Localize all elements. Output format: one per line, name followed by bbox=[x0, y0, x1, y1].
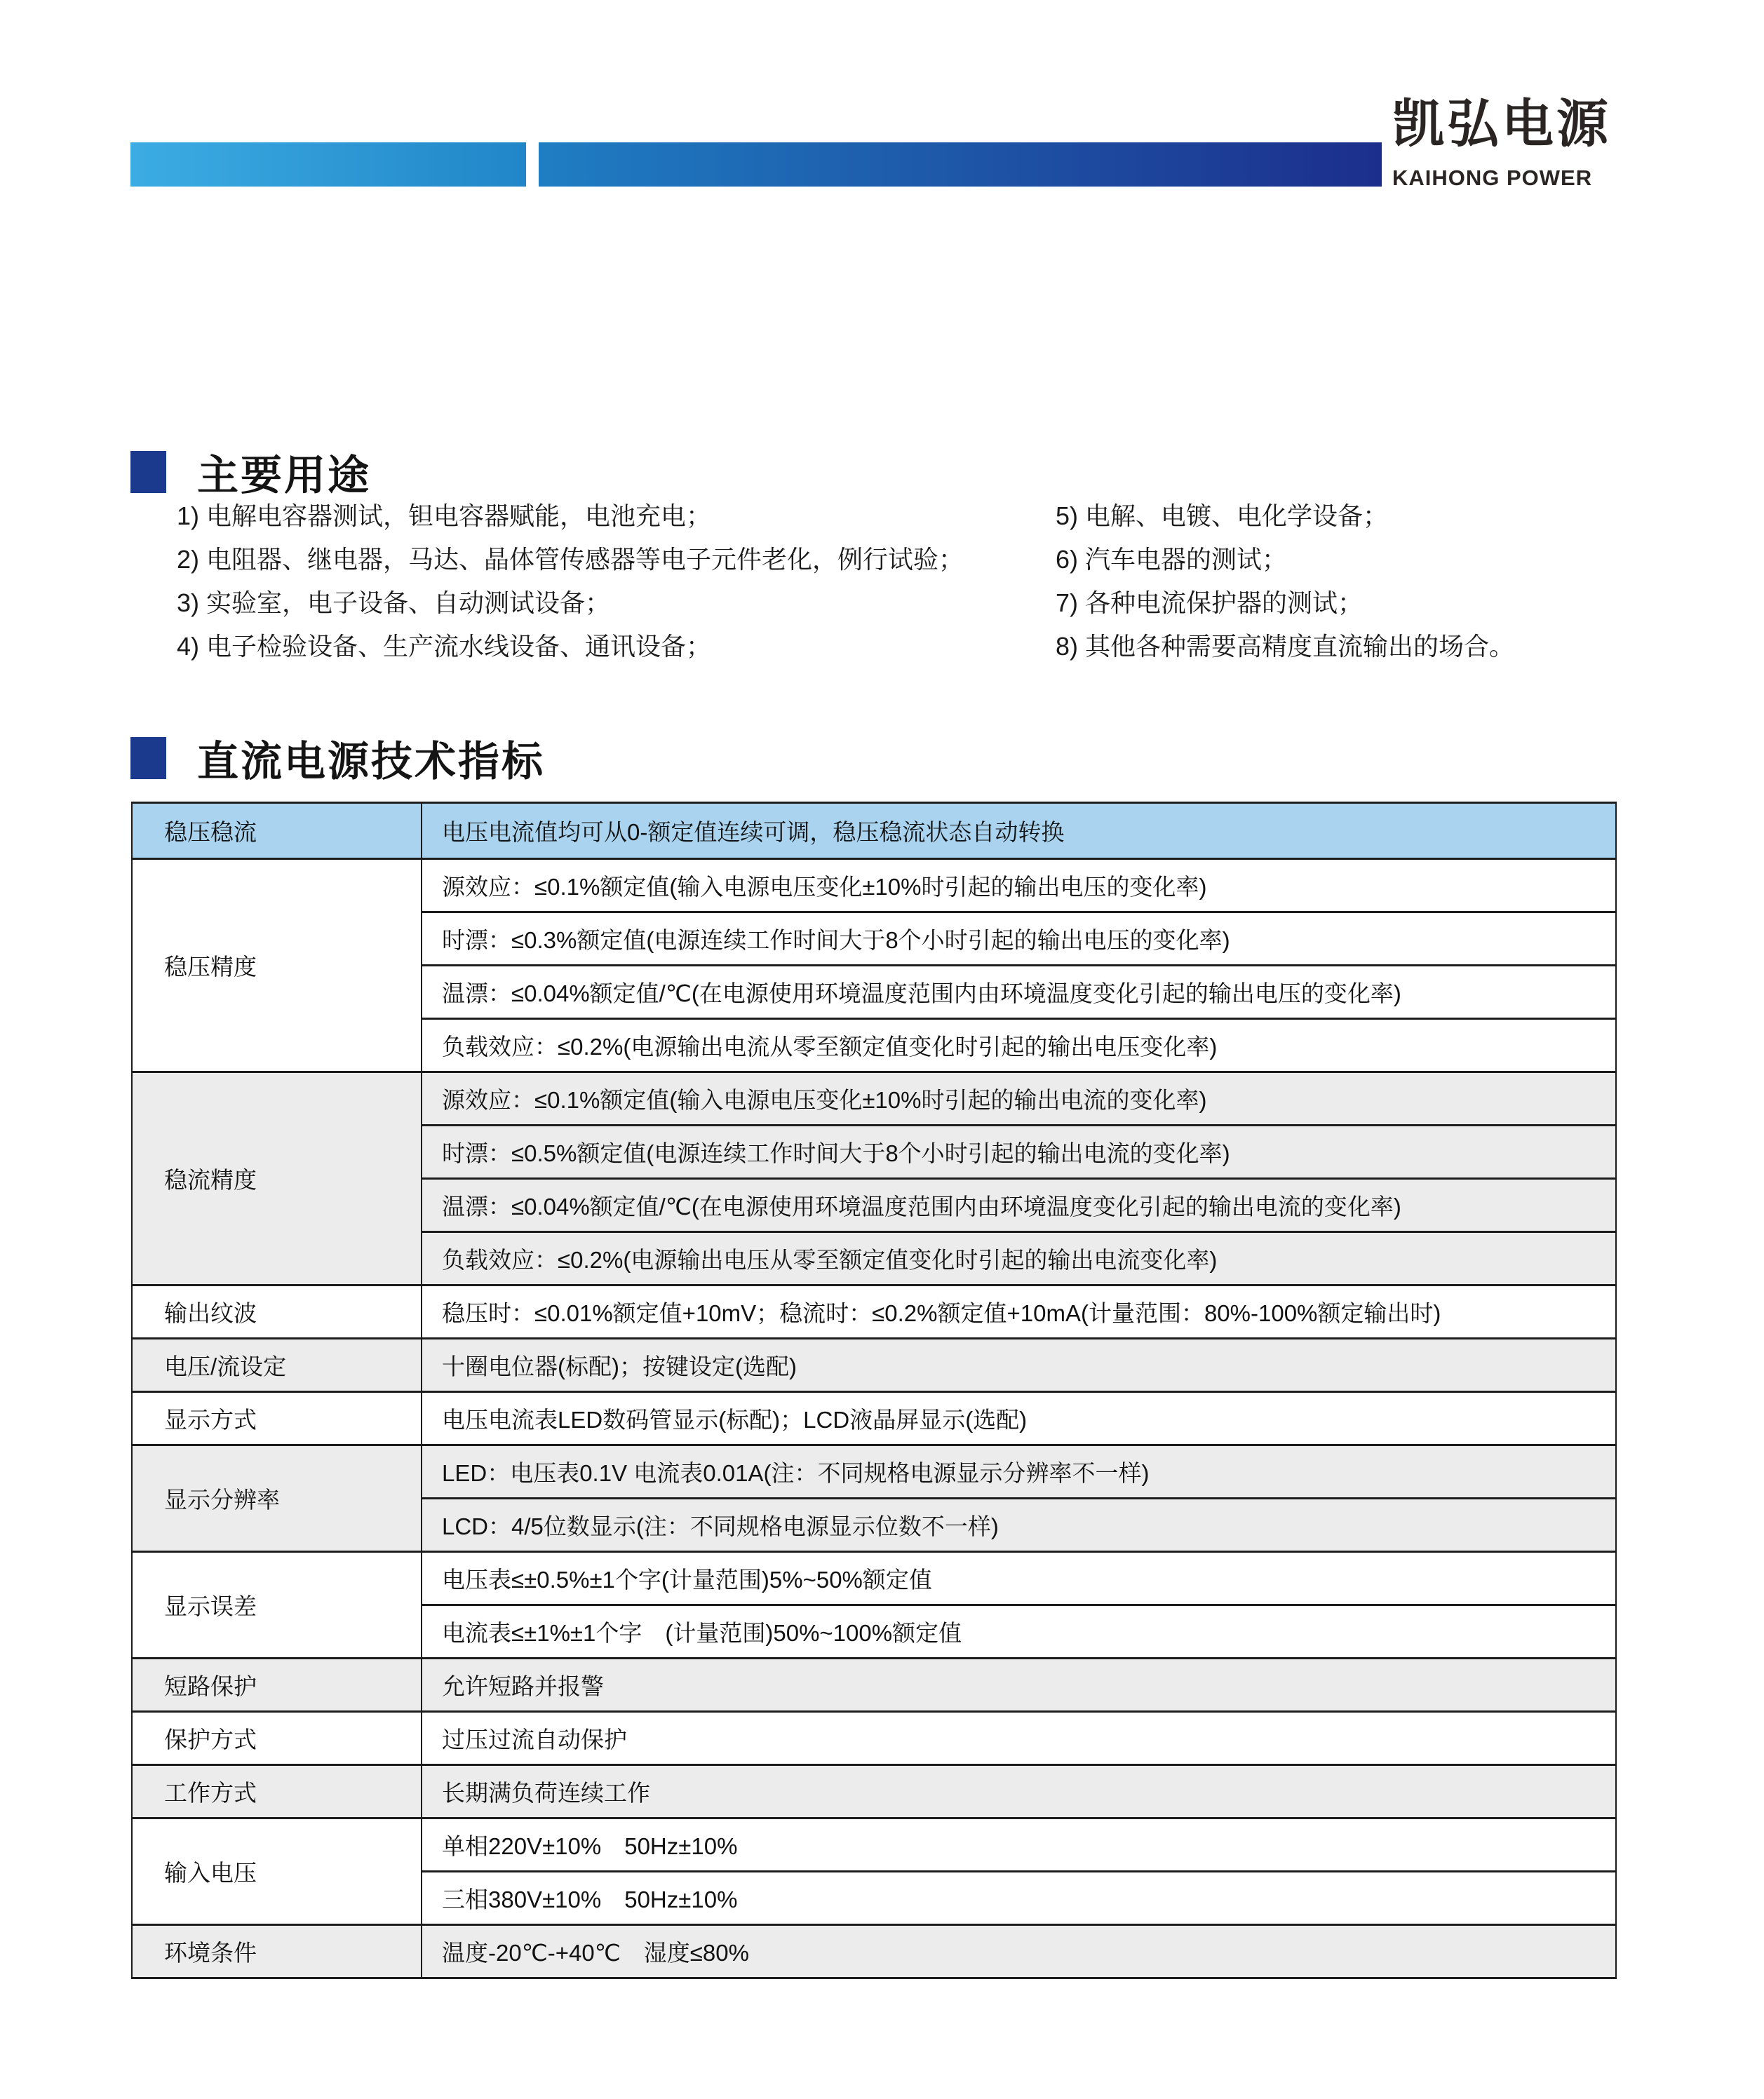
spec-value: 负载效应：≤0.2%(电源输出电压从零至额定值变化时引起的输出电流变化率) bbox=[422, 1232, 1616, 1285]
spec-label: 输出纹波 bbox=[132, 1285, 422, 1339]
spec-value: 电流表≤±1%±1个字 (计量范围)50%~100%额定值 bbox=[422, 1605, 1616, 1659]
spec-label: 显示分辨率 bbox=[132, 1445, 422, 1552]
section-title-specs: 直流电源技术指标 bbox=[197, 738, 546, 785]
section-header-uses bbox=[130, 442, 371, 501]
list-item: 7) 各种电流保护器的测试； bbox=[1056, 588, 1364, 617]
spec-value: 源效应：≤0.1%额定值(输入电源电压变化±10%时引起的输出电压的变化率) bbox=[422, 859, 1616, 912]
spec-value: 时漂：≤0.3%额定值(电源连续工作时间大于8个小时引起的输出电压的变化率) bbox=[422, 912, 1616, 966]
list-item: 5) 电解、电镀、电化学设备； bbox=[1056, 501, 1389, 530]
spec-value: 过压过流自动保护 bbox=[422, 1712, 1616, 1765]
spec-value: 源效应：≤0.1%额定值(输入电源电压变化±10%时引起的输出电流的变化率) bbox=[422, 1072, 1616, 1126]
spec-value: 长期满负荷连续工作 bbox=[422, 1765, 1616, 1818]
spec-value: 温漂：≤0.04%额定值/℃(在电源使用环境温度范围内由环境温度变化引起的输出电压的变化率) bbox=[422, 966, 1616, 1019]
brand-name-en: KAIHONG POWER bbox=[1392, 166, 1593, 190]
uses-list-right bbox=[1056, 494, 1514, 668]
section-header-specs bbox=[130, 728, 545, 788]
table-row bbox=[132, 1392, 1616, 1445]
spec-value: LED：电压表0.1V 电流表0.01A(注：不同规格电源显示分辨率不一样) bbox=[422, 1445, 1616, 1499]
header-accent-bar-left bbox=[130, 142, 526, 187]
list-item: 3) 实验室，电子设备、自动测试设备； bbox=[177, 588, 611, 617]
list-item: 6) 汽车电器的测试； bbox=[1056, 545, 1288, 574]
spec-value: 温度-20℃-+40℃ 湿度≤80% bbox=[422, 1925, 1616, 1978]
spec-label: 短路保护 bbox=[132, 1659, 422, 1712]
spec-value: LCD：4/5位数显示(注：不同规格电源显示位数不一样) bbox=[422, 1499, 1616, 1552]
list-item: 8) 其他各种需要高精度直流输出的场合。 bbox=[1056, 632, 1515, 661]
spec-value: 稳压时：≤0.01%额定值+10mV；稳流时：≤0.2%额定值+10mA(计量范围：80%-100%额定输出时) bbox=[422, 1285, 1616, 1339]
spec-value: 电压电流表LED数码管显示(标配)；LCD液晶屏显示(选配) bbox=[422, 1392, 1616, 1445]
spec-label: 稳压稳流 bbox=[132, 803, 422, 859]
table-row bbox=[132, 1445, 1616, 1499]
spec-table bbox=[131, 802, 1617, 1979]
table-row bbox=[132, 1285, 1616, 1339]
spec-label: 工作方式 bbox=[132, 1765, 422, 1818]
spec-label: 环境条件 bbox=[132, 1925, 422, 1978]
table-row bbox=[132, 1925, 1616, 1978]
section-marker-square bbox=[130, 737, 166, 779]
spec-value: 温漂：≤0.04%额定值/℃(在电源使用环境温度范围内由环境温度变化引起的输出电流的变化率) bbox=[422, 1179, 1616, 1232]
uses-list-left bbox=[177, 494, 964, 668]
table-row bbox=[132, 1552, 1616, 1605]
spec-label: 稳压精度 bbox=[132, 859, 422, 1072]
list-item: 4) 电子检验设备、生产流水线设备、通讯设备； bbox=[177, 632, 712, 661]
table-row bbox=[132, 1818, 1616, 1872]
list-item: 1) 电解电容器测试，钽电容器赋能，电池充电； bbox=[177, 501, 712, 530]
spec-label: 保护方式 bbox=[132, 1712, 422, 1765]
table-row bbox=[132, 1659, 1616, 1712]
spec-value: 十圈电位器(标配)；按键设定(选配) bbox=[422, 1339, 1616, 1392]
spec-value: 单相220V±10% 50Hz±10% bbox=[422, 1818, 1616, 1872]
list-item: 2) 电阻器、继电器，马达、晶体管传感器等电子元件老化，例行试验； bbox=[177, 545, 964, 574]
spec-value: 三相380V±10% 50Hz±10% bbox=[422, 1872, 1616, 1925]
table-row bbox=[132, 803, 1616, 859]
brand-logo bbox=[1392, 95, 1624, 191]
spec-value: 允许短路并报警 bbox=[422, 1659, 1616, 1712]
spec-value: 电压表≤±0.5%±1个字(计量范围)5%~50%额定值 bbox=[422, 1552, 1616, 1605]
spec-label: 电压/流设定 bbox=[132, 1339, 422, 1392]
spec-label: 显示误差 bbox=[132, 1552, 422, 1659]
table-row bbox=[132, 1072, 1616, 1126]
table-row bbox=[132, 1765, 1616, 1818]
section-title-uses: 主要用途 bbox=[197, 452, 372, 499]
table-row bbox=[132, 1712, 1616, 1765]
spec-label: 输入电压 bbox=[132, 1818, 422, 1925]
header-accent-bar-right bbox=[539, 142, 1382, 187]
brand-name-cn: 凯弘电源 bbox=[1392, 95, 1611, 153]
spec-value: 负载效应：≤0.2%(电源输出电流从零至额定值变化时引起的输出电压变化率) bbox=[422, 1019, 1616, 1072]
table-row bbox=[132, 1339, 1616, 1392]
spec-label: 稳流精度 bbox=[132, 1072, 422, 1285]
spec-value: 电压电流值均可从0-额定值连续可调，稳压稳流状态自动转换 bbox=[422, 803, 1616, 859]
section-marker-square bbox=[130, 451, 166, 493]
spec-value: 时漂：≤0.5%额定值(电源连续工作时间大于8个小时引起的输出电流的变化率) bbox=[422, 1126, 1616, 1179]
spec-table-container bbox=[131, 802, 1617, 1979]
table-row bbox=[132, 859, 1616, 912]
spec-label: 显示方式 bbox=[132, 1392, 422, 1445]
